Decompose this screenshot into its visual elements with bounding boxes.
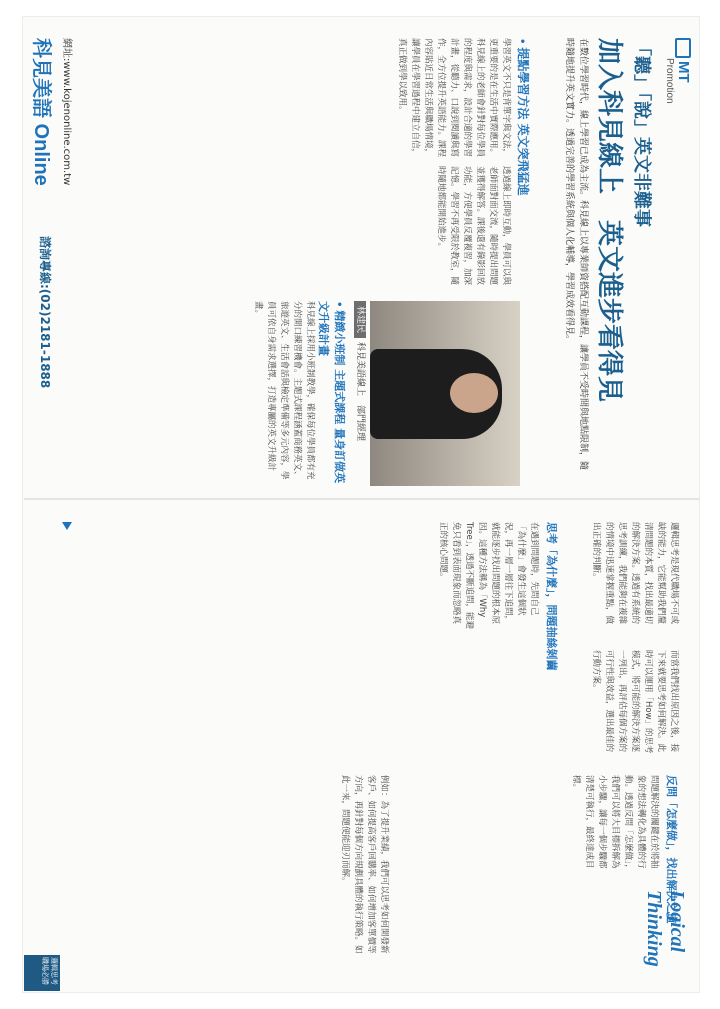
section2-heading xyxy=(316,301,348,491)
logo-promotion-text: Promotion xyxy=(664,58,675,104)
headline-line-1: 「聽」「說」英文非難事 xyxy=(631,38,652,227)
article-column-1: 邏輯思考是現代職場不可或缺的能力，它能幫助我們釐清問題的本質，找出最適切的解決方案。透過有系統的思考訓練，我們能夠在複雜的情境中迅速掌握重點，做出正確的判斷。 xyxy=(591,522,679,625)
name-caption xyxy=(355,301,368,441)
continue-arrow-icon xyxy=(62,522,72,530)
right-page xyxy=(24,500,700,991)
name-box: 林建民 xyxy=(354,301,366,338)
manager-photo xyxy=(370,301,520,486)
section1-column-2: 透過線上即時互動，學員可以與老師面對面交流，隨時提出問題並獲得解答。課後還有錄影回放功能，方便學員反覆複習，加深記憶。學習不再受限於教室，隨時隨地都能開始進步。 xyxy=(436,166,511,286)
mt-logo-icon xyxy=(676,38,692,58)
section2-title: 精緻小班制 主題式課程 量身訂做英文升級計畫 xyxy=(317,301,346,484)
section2-column: 科見線上採用小班制教學，確保每位學員都有充分的開口練習機會。主題式課程涵蓋商務英文、旅遊英文、生活會話與檢定準備等多元內容，學員可依自身需求選擇，打造專屬的英文升級計畫。 xyxy=(253,301,315,480)
article-section1-heading: 思考「為什麼」，問題抽絲剝繭 xyxy=(545,522,558,671)
bullet-icon: • xyxy=(333,301,344,308)
hotline-number: 諮詢專線:(02)2181-1888 xyxy=(38,236,52,389)
article-column-2: 而當我們找出原因之後，接下來就要思考如何解決。此時可以運用「How」的思考模式，將可能的解決方案逐一列出，再評估每個方案的可行性與效益，選出最佳的行動方案。 xyxy=(591,650,679,754)
name-title: 科見美語線上 部門經理 xyxy=(355,342,365,442)
lt-word-1: Logical xyxy=(666,890,688,953)
article-column-3: 例如：為了提升業績，我們可以思考如何開發新客戶、如何提高客戶回購率、如何增加客單價等方向，再針對每個方向規劃具體的執行策略。如此一來，問題便能迎刃而解。 xyxy=(340,775,389,954)
intro-paragraph: 在數位學習時代，線上學習已成為主流。科見線上以專業師資搭配互動課程，讓學員不受時間與地點限制，隨時隨地提升英文實力。透過完善的學習系統與個人化輔導，學習成效看得見。 xyxy=(564,38,588,471)
lt-word-2: Thinking xyxy=(643,890,665,967)
mt-promotion-logo xyxy=(664,38,694,158)
kojen-online-logo: 科見美語 Online xyxy=(30,38,52,186)
bullet-icon: • xyxy=(516,38,527,45)
section1-column-1: 學習英文不只是背單字與文法，更重要的是在生活中實際應用。科見線上的老師會針對每位學員的程度與需求，設計合適的學習計畫，從聽力、口說到閱讀與寫作，全方位提升英語能力。課程內容貼近日常生活與職場情境，讓學員在學習過程中建立自信，真正做到學以致用。 xyxy=(397,38,511,158)
logo-mt-text: MT xyxy=(675,61,692,83)
article-section1-body: 在遇到問題時，先問自己「為什麼」會發生這個狀況，再一層一層往下追問，就能逐步找出問題的根本原因。這種方法稱為「Why Tree」，透過不斷追問，能避免只看到表面現象而忽略真正的核心問題。 xyxy=(438,522,539,629)
corner-tab-text: 邏輯思考 職場必勝 xyxy=(41,957,58,985)
article-section2-body: 問題解決的關鍵在於將抽象的想法轉化為具體的行動。透過反問「怎麼做」，我們可以將大目標拆解為小步驟，讓每一個步驟都清楚可執行，最終達成目標。 xyxy=(571,775,659,873)
article-section2-heading: 反問「怎麼做」，找出解決之道 xyxy=(665,775,678,924)
corner-section-tab xyxy=(24,955,60,991)
headline-line-2: 加入科見線上 英文進步看得見 xyxy=(594,38,624,403)
person-face xyxy=(450,373,498,413)
section1-heading xyxy=(515,38,532,196)
left-page xyxy=(24,16,700,498)
website-url: 網址:www.kojenonline.com.tw xyxy=(61,38,72,186)
section1-title: 提點學習方法 英文突飛猛進 xyxy=(516,47,530,196)
